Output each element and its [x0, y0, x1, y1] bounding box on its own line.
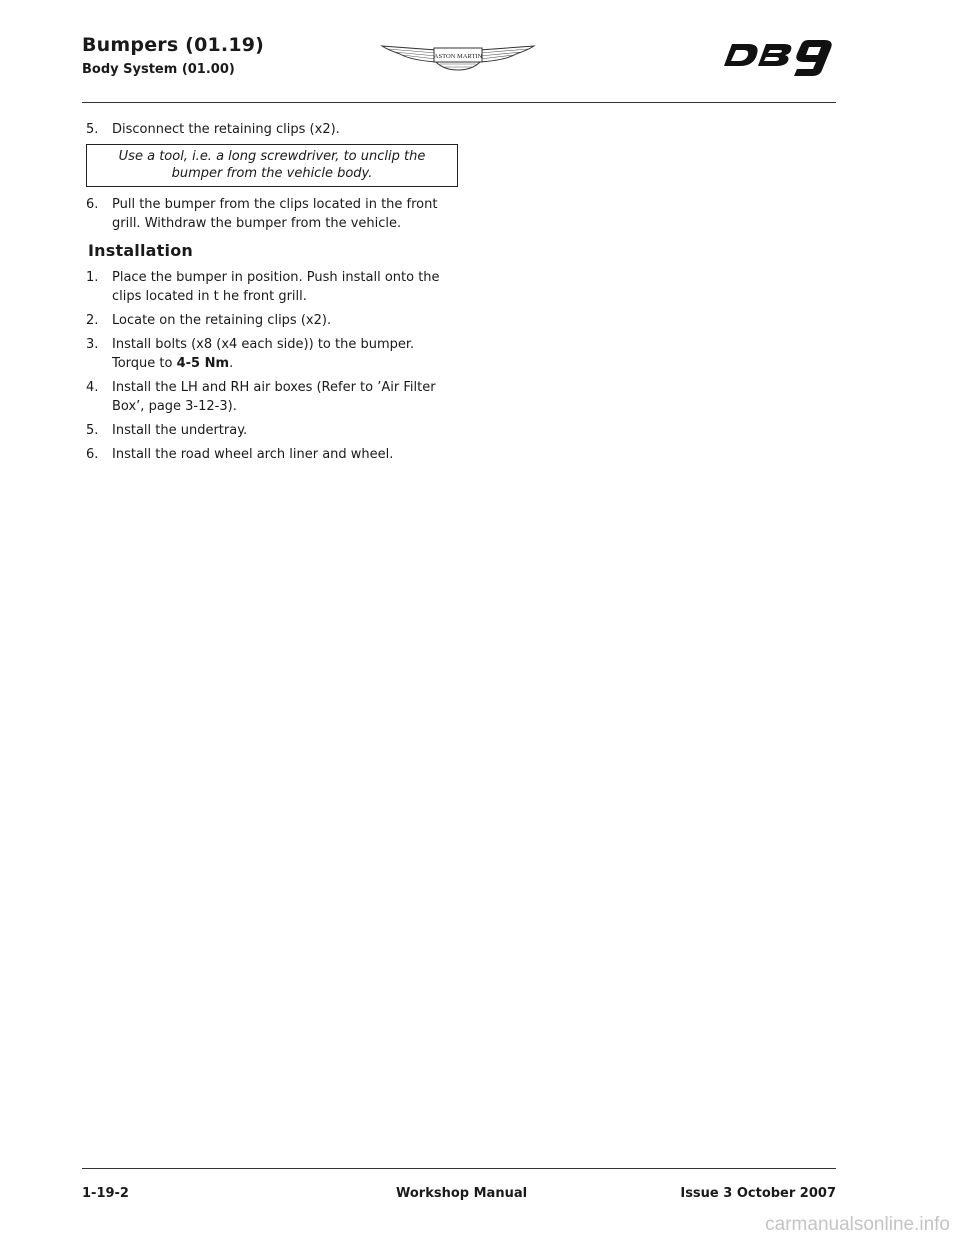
footer-manual-title: Workshop Manual: [396, 1186, 528, 1201]
section-title: Bumpers (01.19): [82, 34, 265, 56]
aston-martin-wings-logo: [380, 40, 536, 72]
step-number: 5.: [86, 122, 99, 137]
installation-heading: Installation: [88, 241, 193, 260]
step-text: Place the bumper in position. Push install onto the clips located in t he front grill.: [112, 270, 440, 304]
step-number: 1.: [86, 270, 99, 285]
step-text: Install bolts (x8 (x4 each side)) to the bumper. Torque to: [112, 337, 415, 371]
removal-step: [86, 195, 458, 233]
installation-step: [86, 335, 458, 373]
removal-step: [86, 120, 458, 139]
note-box: [86, 144, 458, 187]
step-text: Disconnect the retaining clips (x2).: [112, 122, 340, 137]
step-text: Install the undertray.: [112, 423, 248, 438]
footer-rule: [82, 1168, 836, 1169]
step-number: 2.: [86, 313, 99, 328]
installation-step: [86, 311, 458, 330]
step-number: 5.: [86, 423, 99, 438]
step-text: Install the road wheel arch liner and wheel.: [112, 447, 394, 462]
installation-step: [86, 268, 458, 306]
note-text: Use a tool, i.e. a long screwdriver, to unclip the bumper from the vehicle body.: [118, 149, 426, 181]
procedure-content: [86, 120, 458, 469]
installation-step: [86, 421, 458, 440]
installation-step: [86, 378, 458, 416]
torque-value: 4-5 Nm: [176, 356, 230, 371]
installation-step: [86, 445, 458, 464]
footer-issue-date: Issue 3 October 2007: [680, 1186, 836, 1201]
page-number: 1-19-2: [82, 1186, 129, 1201]
step-text: Pull the bumper from the clips located in the front grill. Withdraw the bumper from the vehicle.: [112, 197, 438, 231]
logo-text: ASTON MARTIN: [433, 53, 483, 60]
db9-model-logo: [718, 36, 836, 78]
step-text: Install the LH and RH air boxes (Refer to ’Air Filter Box’, page 3-12-3).: [112, 380, 436, 414]
step-text: Locate on the retaining clips (x2).: [112, 313, 332, 328]
section-subtitle: Body System (01.00): [82, 62, 235, 77]
watermark-text: carmanualsonline.info: [765, 1214, 950, 1235]
step-number: 6.: [86, 197, 99, 212]
step-text-end: .: [229, 356, 234, 371]
step-number: 3.: [86, 337, 99, 352]
step-number: 6.: [86, 447, 99, 462]
header-rule: [82, 102, 836, 103]
step-number: 4.: [86, 380, 99, 395]
